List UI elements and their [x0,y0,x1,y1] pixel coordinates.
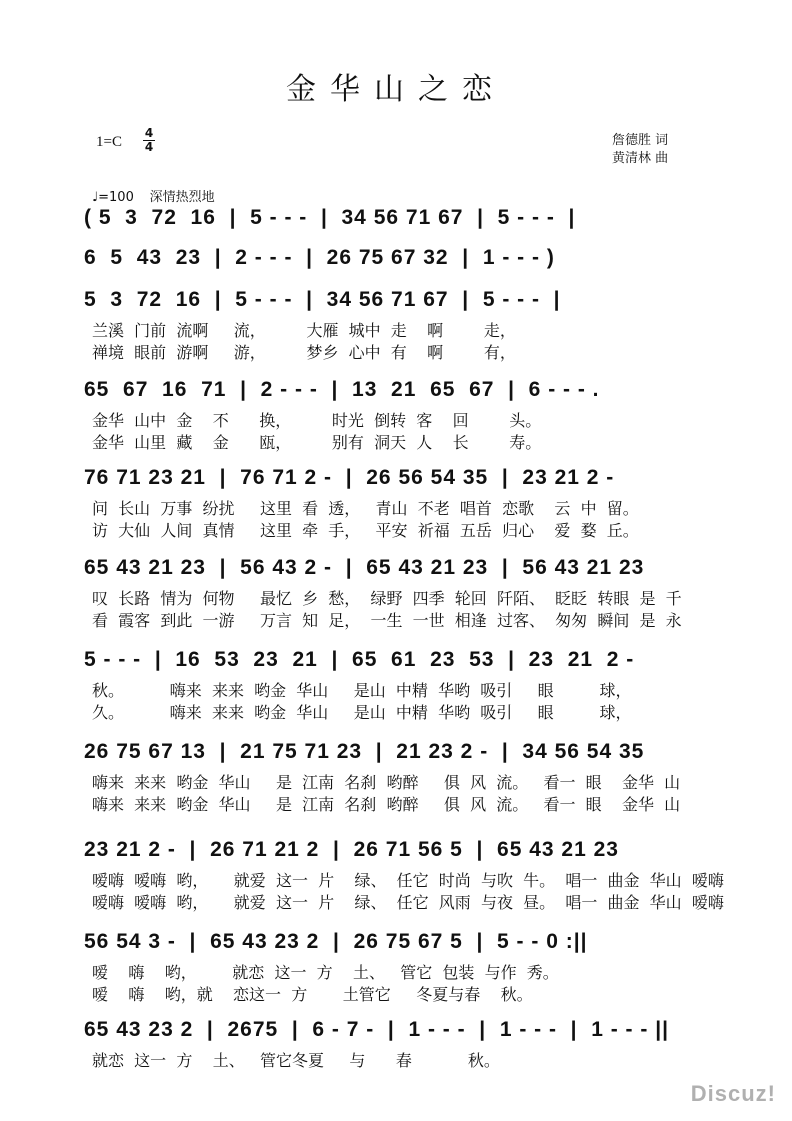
lyric-line: 久。 嗨来 来来 哟金 华山 是山 中精 华哟 吸引 眼 球， [92,703,632,722]
lyric-line: 嗳嗨 嗳嗨 哟， 就爱 这一 片 绿、 任它 风雨 与夜 昼。 唱一 曲金 华山 嗳嗨 [92,893,724,912]
tempo-marking [92,186,215,205]
time-signature [142,127,156,154]
lyric-line: 叹 长路 情为 何物 最忆 乡 愁， 绿野 四季 轮回 阡陌、 眨眨 转眼 是 千 [92,589,682,608]
lyric-line: 禅境 眼前 游啊 游， 梦乡 心中 有 啊 有， [92,343,516,362]
page-title: 金华山之恋 [286,72,506,107]
expression-mark: 深情热烈地 [149,190,215,205]
notation-notes: 76 71 23 21 | 76 71 2 - | 26 56 54 35 | 23 21 2 - [84,466,615,489]
lyric-line: 嗨来 来来 哟金 华山 是 江南 名刹 哟醉 俱 风 流。 看一 眼 金华 山 [92,795,681,814]
lyric-line: 就恋 这一 方 土、 管它冬夏 与 春 秋。 [92,1051,500,1070]
notation-row [84,206,714,246]
credits [612,132,668,168]
notation-notes: 65 43 21 23 | 56 43 2 - | 65 43 21 23 | 56 43 21 23 [84,556,645,579]
notation-notes: 65 43 23 2 | 2675 | 6 - 7 - | 1 - - - | 1 - - - | 1 - - - || [84,1018,669,1041]
notation-notes: 65 67 16 71 | 2 - - - | 13 21 65 67 | 6 - - - . [84,378,600,401]
time-signature-bottom: 4 [144,140,154,154]
lyric-line: 嗳嗨 嗳嗨 哟， 就爱 这一 片 绿、 任它 时尚 与吹 牛。 唱一 曲金 华山 嗳嗨 [92,871,724,890]
lyric-line: 兰溪 门前 流啊 流， 大雁 城中 走 啊 走， [92,321,516,340]
lyric-line: 嗳 嗨 哟， 就恋 这一 方 土、 管它 包装 与作 秀。 [92,963,559,982]
lyric-line: 问 长山 万事 纷扰 这里 看 透， 青山 不老 唱首 恋歌 云 中 留。 [92,499,639,518]
notation-notes: 5 3 72 16 | 5 - - - | 34 56 71 67 | 5 - - - | [84,288,561,311]
lyric-line: 看 霞客 到此 一游 万言 知 足， 一生 一世 相逢 过客、 匆匆 瞬间 是 永 [92,611,682,630]
notation-notes: 5 - - - | 16 53 23 21 | 65 61 23 53 | 23 21 2 - [84,648,635,671]
composer-credit: 黄清林 曲 [612,151,669,166]
lyric-line: 访 大仙 人间 真情 这里 牵 手， 平安 祈福 五岳 归心 爱 婺 丘。 [92,521,639,540]
notation-notes: 23 21 2 - | 26 71 21 2 | 26 71 56 5 | 65 43 21 23 [84,838,619,861]
lyric-line: 金华 山中 金 不 换， 时光 倒转 客 回 头。 [92,411,542,430]
notation-notes: 56 54 3 - | 65 43 23 2 | 26 75 67 5 | 5 - - 0 :|| [84,930,588,953]
notation-row [84,246,714,286]
notation-notes: 26 75 67 13 | 21 75 71 23 | 21 23 2 - | 34 56 54 35 [84,740,645,763]
notation-notes: 6 5 43 23 | 2 - - - | 26 75 67 32 | 1 - - - ) [84,246,555,269]
key-signature: 1=C [96,134,122,150]
time-signature-top: 4 [144,126,154,140]
lyric-line: 秋。 嗨来 来来 哟金 华山 是山 中精 华哟 吸引 眼 球， [92,681,632,700]
tempo-mark: ♩=100 [92,190,134,205]
notation-notes: ( 5 3 72 16 | 5 - - - | 34 56 71 67 | 5 - - - | [84,206,576,229]
lyric-line: 嗳 嗨 哟，就 恋这一 方 土管它 冬夏与春 秋。 [92,985,533,1004]
lyricist-credit: 詹德胜 词 [612,133,669,148]
watermark: Discuz! [690,1081,776,1106]
lyric-line: 金华 山里 藏 金 瓯， 别有 洞天 人 长 寿。 [92,433,542,452]
lyric-line: 嗨来 来来 哟金 华山 是 江南 名刹 哟醉 俱 风 流。 看一 眼 金华 山 [92,773,681,792]
